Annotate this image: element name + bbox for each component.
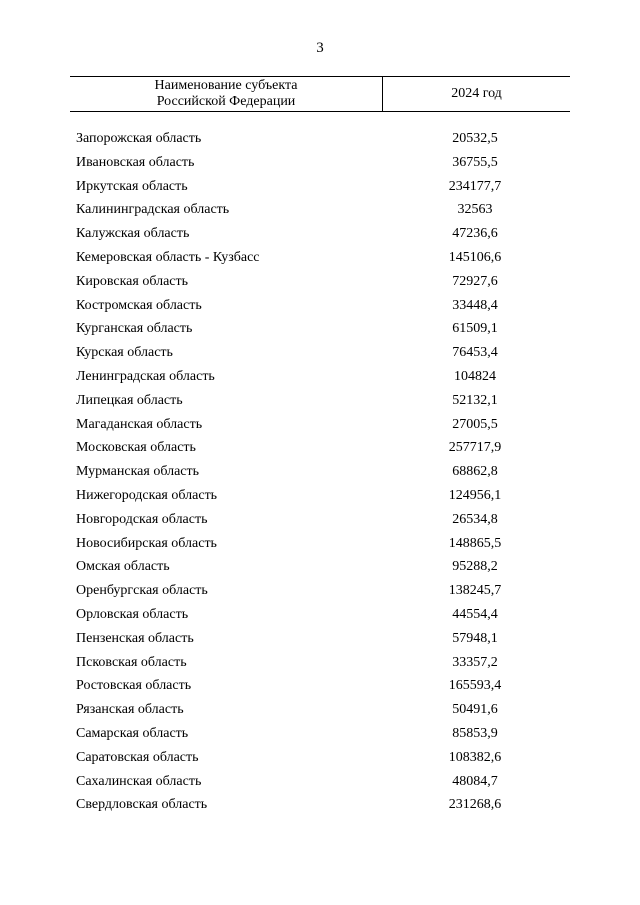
subject-value-2024: 36755,5 <box>452 154 498 170</box>
table-row <box>0 151 640 175</box>
table-row <box>0 770 640 794</box>
subject-value-2024: 47236,6 <box>452 226 498 242</box>
subject-value-2024: 234177,7 <box>448 178 502 194</box>
subject-value-2024: 124956,1 <box>448 487 502 503</box>
subject-value-2024: 165593,4 <box>448 678 502 694</box>
subject-name: Ивановская область <box>76 154 195 170</box>
subject-name: Нижегородская область <box>76 487 218 503</box>
column-header-year: 2024 год <box>451 86 502 101</box>
subject-value-2024: 57948,1 <box>452 630 498 646</box>
table-row <box>0 508 640 532</box>
table-row <box>0 246 640 270</box>
subject-value-2024: 27005,5 <box>452 416 498 432</box>
subject-value-2024: 95288,2 <box>452 559 498 575</box>
subject-name: Магаданская область <box>76 416 203 432</box>
subject-name: Новосибирская область <box>76 535 217 551</box>
table-row <box>0 294 640 318</box>
table-row <box>0 222 640 246</box>
table-row <box>0 270 640 294</box>
subject-value-2024: 61509,1 <box>452 321 498 337</box>
subject-value-2024: 257717,9 <box>448 440 502 456</box>
subject-value-2024: 104824 <box>454 368 496 384</box>
subject-value-2024: 68862,8 <box>452 464 498 480</box>
table-row <box>0 722 640 746</box>
subject-value-2024: 50491,6 <box>452 702 498 718</box>
subject-value-2024: 85853,9 <box>452 725 498 741</box>
table-row <box>0 651 640 675</box>
column-header-subject-line2: Российской Федерации <box>156 94 296 109</box>
subject-name: Кемеровская область - Кузбасс <box>76 249 260 265</box>
subject-name: Сахалинская область <box>76 773 202 789</box>
subject-value-2024: 32563 <box>457 202 493 218</box>
page-number: 3 <box>316 40 324 56</box>
table-body <box>0 127 640 817</box>
subject-name: Новгородская область <box>76 511 208 527</box>
subject-name: Ленинградская область <box>76 368 215 384</box>
table-row <box>0 413 640 437</box>
table-row <box>0 484 640 508</box>
subject-name: Псковская область <box>76 654 187 670</box>
subject-name: Запорожская область <box>76 131 202 146</box>
table-row <box>0 532 640 556</box>
subject-name: Мурманская область <box>76 464 200 480</box>
table-row <box>0 365 640 389</box>
subject-name: Оренбургская область <box>76 583 208 599</box>
subject-value-2024: 48084,7 <box>452 773 498 789</box>
table-row <box>0 127 640 151</box>
subject-name: Кировская область <box>76 273 189 289</box>
table-row <box>0 793 640 817</box>
table-row <box>0 579 640 603</box>
table-header <box>70 76 570 112</box>
subject-value-2024: 231268,6 <box>448 797 502 813</box>
subject-name: Иркутская область <box>76 178 188 194</box>
table-row <box>0 389 640 413</box>
column-header-subject-line1: Наименование субъекта <box>154 78 298 93</box>
subject-value-2024: 44554,4 <box>452 606 498 622</box>
table-row <box>0 460 640 484</box>
subject-name: Курская область <box>76 345 173 361</box>
subject-value-2024: 72927,6 <box>452 273 498 289</box>
table-row <box>0 436 640 460</box>
subject-value-2024: 20532,5 <box>452 131 498 146</box>
subject-name: Ростовская область <box>76 678 192 694</box>
table-row <box>0 698 640 722</box>
subject-name: Орловская область <box>76 606 189 622</box>
subject-name: Саратовская область <box>76 749 199 765</box>
table-row <box>0 746 640 770</box>
subject-name: Рязанская область <box>76 702 184 718</box>
subject-value-2024: 33357,2 <box>452 654 498 670</box>
subject-value-2024: 26534,8 <box>452 511 498 527</box>
table-row <box>0 175 640 199</box>
column-header-subject <box>70 77 383 111</box>
subject-name: Костромская область <box>76 297 202 313</box>
subject-name: Калининградская область <box>76 202 230 218</box>
subject-value-2024: 33448,4 <box>452 297 498 313</box>
table-row <box>0 341 640 365</box>
subject-value-2024: 52132,1 <box>452 392 498 408</box>
subject-value-2024: 108382,6 <box>448 749 502 765</box>
table-row <box>0 674 640 698</box>
subject-name: Калужская область <box>76 226 190 242</box>
table-row <box>0 603 640 627</box>
subject-value-2024: 76453,4 <box>452 345 498 361</box>
subject-value-2024: 138245,7 <box>448 583 502 599</box>
subject-name: Пензенская область <box>76 630 194 646</box>
table-row <box>0 627 640 651</box>
subject-name: Курганская область <box>76 321 193 337</box>
table-row <box>0 555 640 579</box>
subject-name: Липецкая область <box>76 392 183 408</box>
subject-name: Московская область <box>76 440 196 456</box>
subject-name: Омская область <box>76 559 170 575</box>
subject-value-2024: 145106,6 <box>448 249 502 265</box>
subject-name: Самарская область <box>76 725 189 741</box>
table-row <box>0 198 640 222</box>
subject-value-2024: 148865,5 <box>448 535 502 551</box>
table-row <box>0 317 640 341</box>
subject-name: Свердловская область <box>76 797 208 813</box>
